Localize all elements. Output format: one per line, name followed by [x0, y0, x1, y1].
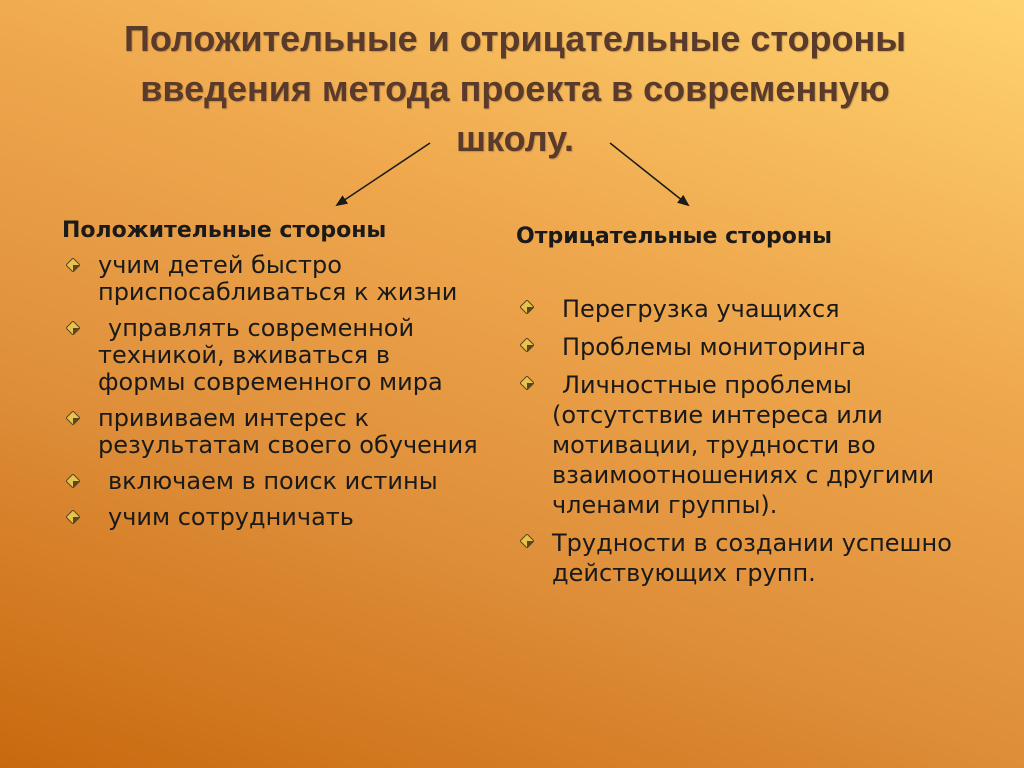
diamond-bullet-icon	[66, 510, 80, 524]
list-item	[516, 370, 976, 520]
title-line-1: Положительные и отрицательные стороны	[123, 18, 907, 59]
list-item	[62, 315, 482, 396]
left-arrow-icon	[337, 143, 430, 205]
positive-list	[62, 252, 482, 540]
list-item-text: Проблемы мониторинга	[562, 333, 867, 361]
diamond-bullet-icon	[520, 338, 534, 352]
list-item	[516, 332, 976, 362]
list-item	[62, 504, 482, 531]
list-item	[62, 405, 482, 459]
list-item-text: Трудности в создании успешно действующих групп.	[552, 529, 952, 587]
list-item-text: Перегрузка учащихся	[562, 295, 840, 323]
positive-heading: Положительные стороны	[62, 218, 387, 243]
diamond-bullet-icon	[520, 534, 534, 548]
list-item-text: включаем в поиск истины	[108, 467, 438, 495]
diamond-bullet-icon	[66, 474, 80, 488]
diamond-bullet-icon	[520, 300, 534, 314]
negative-list	[516, 294, 976, 596]
negative-heading: Отрицательные стороны	[516, 224, 833, 249]
list-item-text: Личностные проблемы (отсутствие интереса или мотивации, трудности во взаимоотношениях с другими членами группы).	[552, 371, 935, 519]
diamond-bullet-icon	[66, 321, 80, 335]
title-line-2: введения метода проекта в современную	[140, 68, 890, 109]
list-item-text: прививаем интерес к результатам своего обучения	[98, 404, 478, 459]
diamond-bullet-icon	[520, 376, 534, 390]
title-line-3: школу.	[456, 118, 574, 159]
list-item-text: учим детей быстро приспосабливаться к жизни	[98, 251, 458, 306]
list-item-text: управлять современной техникой, вживаться в формы современного мира	[98, 314, 443, 396]
list-item	[62, 468, 482, 495]
right-arrow-icon	[610, 143, 688, 205]
diamond-bullet-icon	[66, 411, 80, 425]
list-item-text: учим сотрудничать	[108, 503, 354, 531]
diamond-bullet-icon	[66, 258, 80, 272]
list-item	[62, 252, 482, 306]
list-item	[516, 294, 976, 324]
list-item	[516, 528, 976, 588]
